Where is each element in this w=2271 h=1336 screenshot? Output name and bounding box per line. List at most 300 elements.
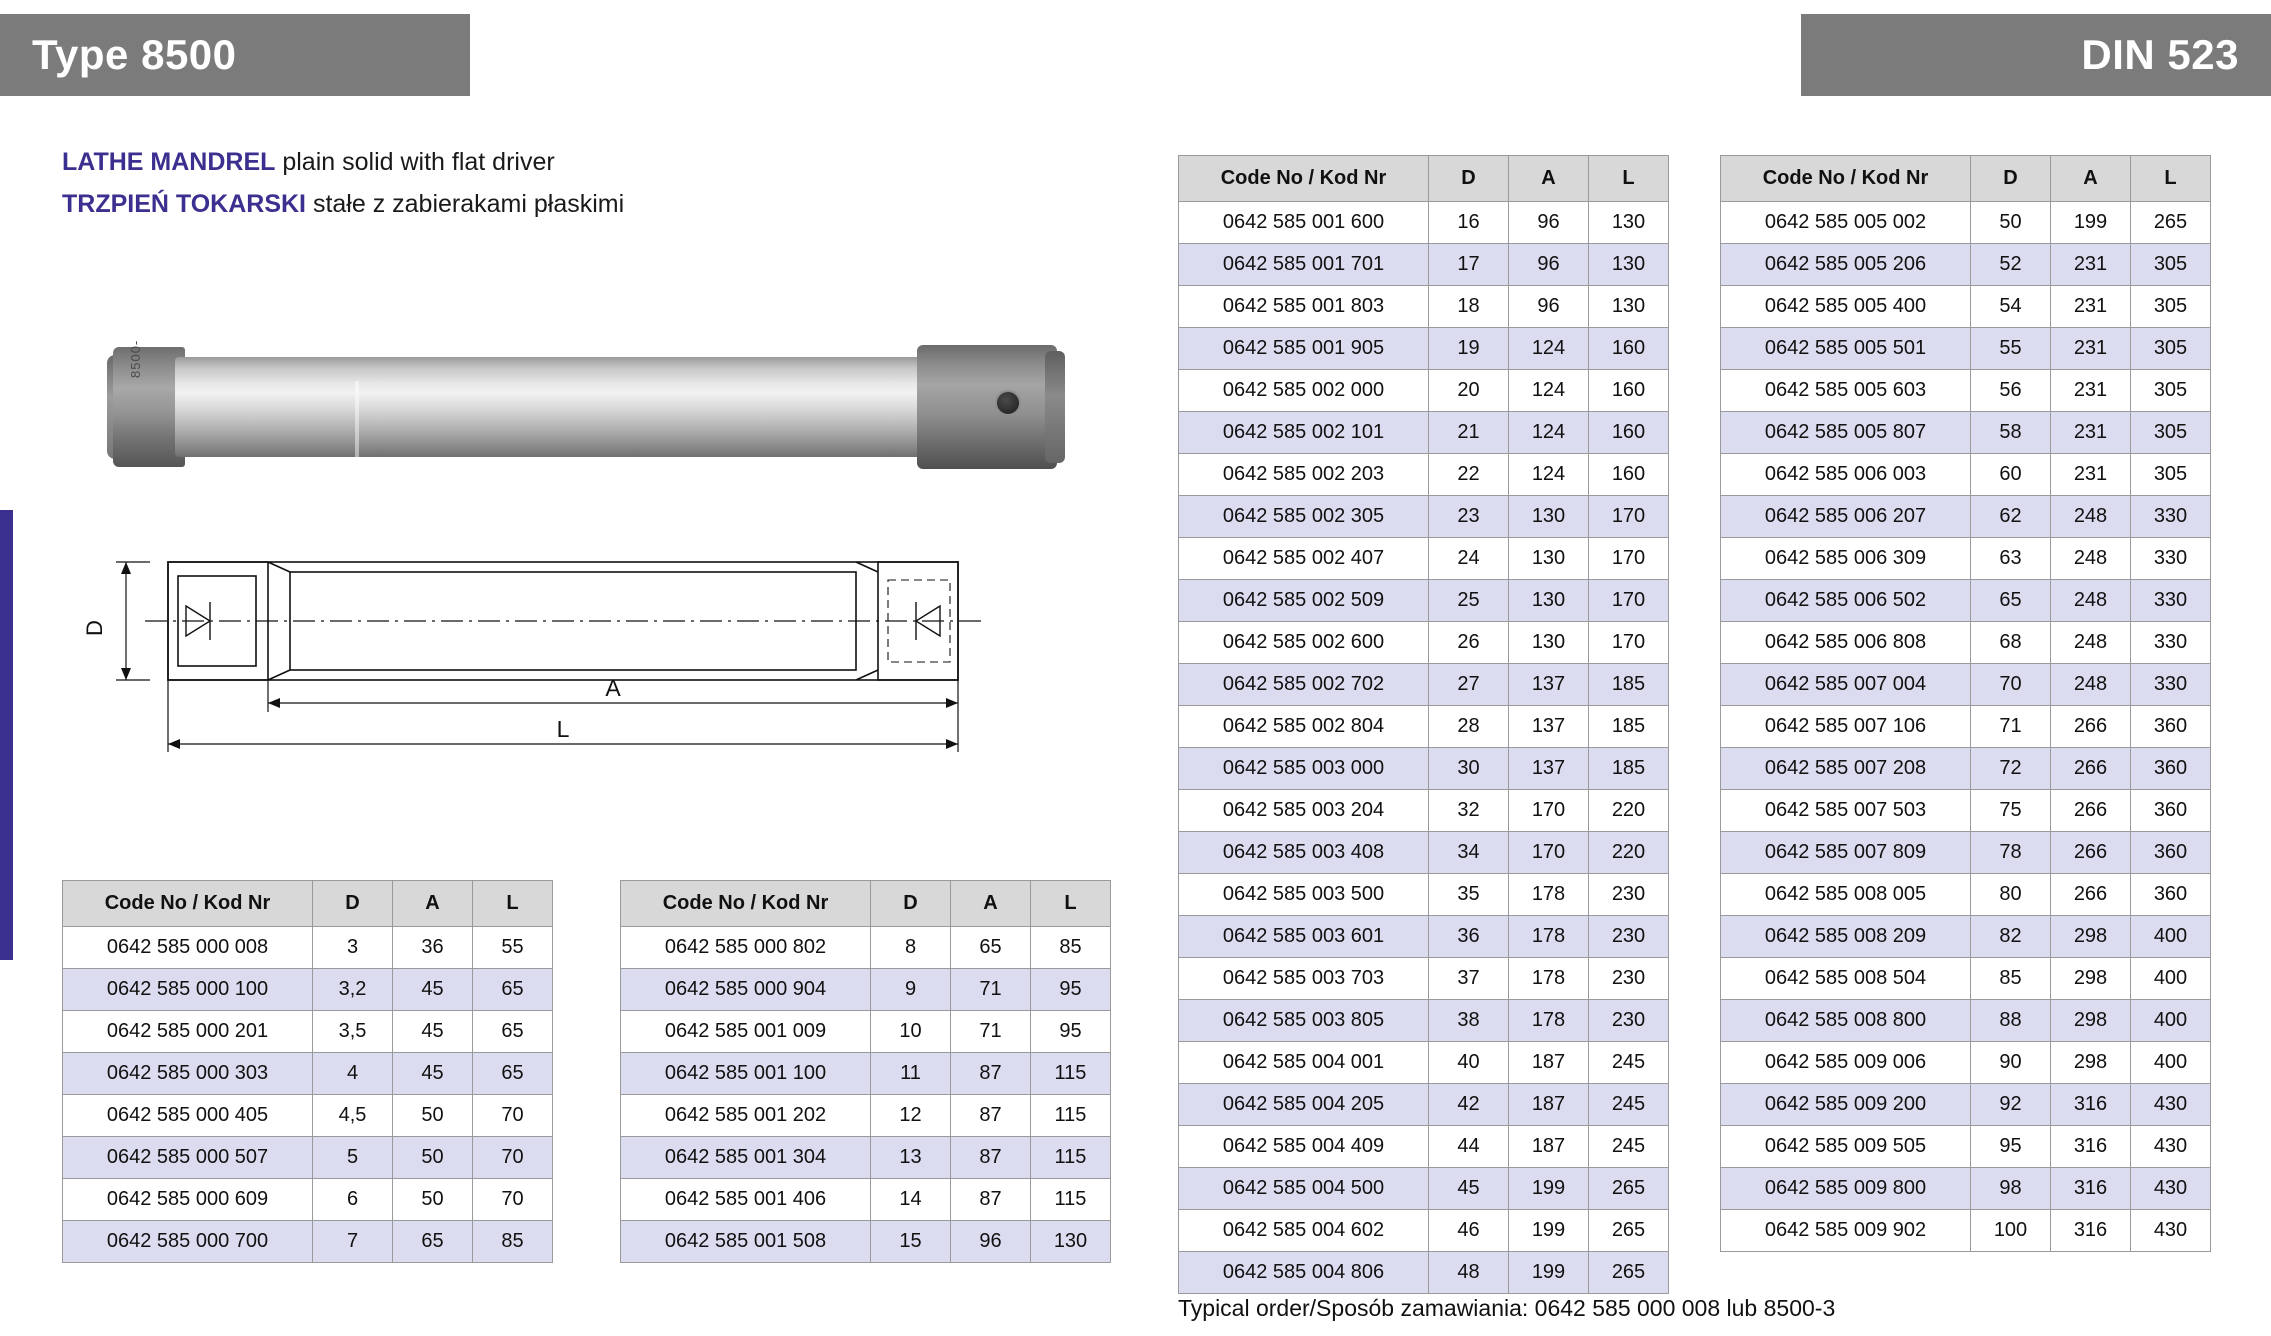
cell-l: 305	[2131, 244, 2211, 286]
cell-d: 70	[1971, 664, 2051, 706]
cell-a: 298	[2051, 958, 2131, 1000]
description-keyword-pl: TRZPIEŃ TOKARSKI	[62, 190, 306, 218]
table-row	[621, 927, 1111, 969]
table-row	[1179, 580, 1669, 622]
table-row	[1179, 1126, 1669, 1168]
cell-d: 42	[1429, 1084, 1509, 1126]
spec-table-middle-column	[1178, 155, 1669, 1294]
cell-code-no: 0642 585 001 009	[621, 1011, 871, 1053]
dimension-label-a: A	[605, 675, 621, 701]
cell-a: 96	[1509, 202, 1589, 244]
cell-code-no: 0642 585 007 503	[1721, 790, 1971, 832]
cell-l: 430	[2131, 1168, 2211, 1210]
cell-l: 330	[2131, 664, 2211, 706]
cell-a: 50	[393, 1095, 473, 1137]
technical-drawing	[50, 540, 1070, 770]
cell-a: 266	[2051, 790, 2131, 832]
cell-d: 13	[871, 1137, 951, 1179]
table-row	[1721, 622, 2211, 664]
table-header-row	[1179, 156, 1669, 202]
cell-code-no: 0642 585 000 700	[63, 1221, 313, 1263]
table-row	[1721, 412, 2211, 454]
cell-l: 55	[473, 927, 553, 969]
cell-l: 430	[2131, 1084, 2211, 1126]
column-header-d: D	[313, 881, 393, 927]
cell-l: 160	[1589, 328, 1669, 370]
cell-code-no: 0642 585 002 509	[1179, 580, 1429, 622]
table-row	[63, 1095, 553, 1137]
cell-d: 80	[1971, 874, 2051, 916]
cell-l: 115	[1031, 1095, 1111, 1137]
cell-a: 231	[2051, 244, 2131, 286]
spec-table-bottom-mid	[620, 880, 1111, 1263]
cell-l: 360	[2131, 832, 2211, 874]
cell-l: 245	[1589, 1084, 1669, 1126]
cell-a: 96	[1509, 286, 1589, 328]
table-row	[1179, 622, 1669, 664]
cell-d: 5	[313, 1137, 393, 1179]
column-header-l: L	[2131, 156, 2211, 202]
cell-l: 245	[1589, 1126, 1669, 1168]
table-row	[63, 1179, 553, 1221]
column-header-a: A	[2051, 156, 2131, 202]
cell-l: 305	[2131, 328, 2211, 370]
cell-l: 330	[2131, 622, 2211, 664]
cell-a: 130	[1509, 622, 1589, 664]
cell-a: 96	[951, 1221, 1031, 1263]
cell-l: 360	[2131, 748, 2211, 790]
cell-d: 3	[313, 927, 393, 969]
cell-code-no: 0642 585 000 100	[63, 969, 313, 1011]
cell-d: 63	[1971, 538, 2051, 580]
table-row	[63, 1221, 553, 1263]
cell-a: 178	[1509, 874, 1589, 916]
table-row	[1179, 916, 1669, 958]
header-bar-right	[1801, 14, 2271, 96]
table-row	[1179, 874, 1669, 916]
cell-a: 71	[951, 969, 1031, 1011]
table-row	[621, 1095, 1111, 1137]
column-header-code: Code No / Kod Nr	[1179, 156, 1429, 202]
cell-d: 72	[1971, 748, 2051, 790]
cell-a: 298	[2051, 1042, 2131, 1084]
cell-a: 248	[2051, 622, 2131, 664]
description-rest-pl: stałe z zabierakami płaskimi	[306, 190, 625, 218]
table-row	[1721, 706, 2211, 748]
column-header-d: D	[871, 881, 951, 927]
column-header-l: L	[1031, 881, 1111, 927]
cell-code-no: 0642 585 001 100	[621, 1053, 871, 1095]
cell-a: 231	[2051, 370, 2131, 412]
cell-a: 137	[1509, 748, 1589, 790]
cell-a: 187	[1509, 1042, 1589, 1084]
table-row	[1721, 1000, 2211, 1042]
cell-l: 115	[1031, 1179, 1111, 1221]
cell-l: 130	[1589, 202, 1669, 244]
cell-d: 25	[1429, 580, 1509, 622]
table-row	[1179, 706, 1669, 748]
cell-code-no: 0642 585 000 201	[63, 1011, 313, 1053]
table-row	[621, 969, 1111, 1011]
cell-code-no: 0642 585 003 500	[1179, 874, 1429, 916]
table-row	[63, 1011, 553, 1053]
table-row	[1179, 538, 1669, 580]
cell-l: 330	[2131, 580, 2211, 622]
table-row	[1179, 202, 1669, 244]
cell-d: 18	[1429, 286, 1509, 328]
cell-a: 248	[2051, 538, 2131, 580]
cell-d: 38	[1429, 1000, 1509, 1042]
cell-a: 178	[1509, 958, 1589, 1000]
cell-code-no: 0642 585 003 703	[1179, 958, 1429, 1000]
cell-a: 199	[1509, 1168, 1589, 1210]
cell-l: 220	[1589, 832, 1669, 874]
cell-d: 24	[1429, 538, 1509, 580]
cell-a: 170	[1509, 832, 1589, 874]
cell-d: 60	[1971, 454, 2051, 496]
table-row	[621, 1137, 1111, 1179]
cell-code-no: 0642 585 006 003	[1721, 454, 1971, 496]
cell-a: 178	[1509, 1000, 1589, 1042]
cell-d: 23	[1429, 496, 1509, 538]
cell-a: 316	[2051, 1210, 2131, 1252]
cell-a: 96	[1509, 244, 1589, 286]
cell-d: 8	[871, 927, 951, 969]
cell-l: 170	[1589, 580, 1669, 622]
cell-a: 266	[2051, 874, 2131, 916]
cell-a: 187	[1509, 1126, 1589, 1168]
cell-l: 70	[473, 1137, 553, 1179]
cell-a: 45	[393, 1053, 473, 1095]
cell-l: 245	[1589, 1042, 1669, 1084]
spec-table-right-column	[1720, 155, 2211, 1252]
cell-d: 28	[1429, 706, 1509, 748]
cell-l: 130	[1589, 244, 1669, 286]
column-header-code: Code No / Kod Nr	[1721, 156, 1971, 202]
table-row	[1721, 202, 2211, 244]
cell-l: 305	[2131, 454, 2211, 496]
cell-a: 124	[1509, 370, 1589, 412]
table-row	[1179, 412, 1669, 454]
cell-a: 248	[2051, 496, 2131, 538]
table-row	[1721, 328, 2211, 370]
cell-code-no: 0642 585 001 406	[621, 1179, 871, 1221]
cell-code-no: 0642 585 002 702	[1179, 664, 1429, 706]
cell-code-no: 0642 585 001 304	[621, 1137, 871, 1179]
cell-d: 4,5	[313, 1095, 393, 1137]
description-keyword-en: LATHE MANDREL	[62, 148, 276, 176]
cell-d: 9	[871, 969, 951, 1011]
table-row	[1721, 748, 2211, 790]
cell-d: 44	[1429, 1126, 1509, 1168]
cell-d: 36	[1429, 916, 1509, 958]
cell-l: 160	[1589, 412, 1669, 454]
table-row	[1179, 748, 1669, 790]
table-row	[63, 1137, 553, 1179]
cell-code-no: 0642 585 002 203	[1179, 454, 1429, 496]
cell-d: 90	[1971, 1042, 2051, 1084]
table-row	[1179, 790, 1669, 832]
table-row	[1179, 370, 1669, 412]
cell-code-no: 0642 585 008 005	[1721, 874, 1971, 916]
cell-l: 265	[1589, 1210, 1669, 1252]
cell-d: 3,2	[313, 969, 393, 1011]
cell-a: 71	[951, 1011, 1031, 1053]
cell-d: 46	[1429, 1210, 1509, 1252]
product-description	[62, 148, 1062, 232]
typical-order-note: Typical order/Sposób zamawiania: 0642 585 000 008 lub 8500-3	[1178, 1295, 1836, 1321]
cell-a: 137	[1509, 664, 1589, 706]
table-row	[1179, 958, 1669, 1000]
cell-code-no: 0642 585 009 800	[1721, 1168, 1971, 1210]
cell-a: 248	[2051, 664, 2131, 706]
table-row	[1721, 1168, 2211, 1210]
cell-code-no: 0642 585 002 804	[1179, 706, 1429, 748]
mandrel-right-cap	[1045, 351, 1065, 463]
cell-a: 130	[1509, 580, 1589, 622]
cell-code-no: 0642 585 009 006	[1721, 1042, 1971, 1084]
cell-d: 17	[1429, 244, 1509, 286]
column-header-a: A	[393, 881, 473, 927]
column-header-d: D	[1429, 156, 1509, 202]
cell-a: 231	[2051, 454, 2131, 496]
cell-a: 65	[951, 927, 1031, 969]
table-row	[1179, 244, 1669, 286]
cell-l: 95	[1031, 1011, 1111, 1053]
cell-d: 6	[313, 1179, 393, 1221]
table-row	[1721, 244, 2211, 286]
table-row	[1721, 1126, 2211, 1168]
cell-code-no: 0642 585 004 205	[1179, 1084, 1429, 1126]
cell-code-no: 0642 585 008 504	[1721, 958, 1971, 1000]
cell-code-no: 0642 585 004 001	[1179, 1042, 1429, 1084]
cell-d: 34	[1429, 832, 1509, 874]
cell-code-no: 0642 585 000 405	[63, 1095, 313, 1137]
cell-code-no: 0642 585 004 806	[1179, 1252, 1429, 1294]
cell-a: 45	[393, 969, 473, 1011]
cell-code-no: 0642 585 001 508	[621, 1221, 871, 1263]
table-row	[63, 927, 553, 969]
cell-d: 10	[871, 1011, 951, 1053]
cell-d: 45	[1429, 1168, 1509, 1210]
cell-l: 185	[1589, 748, 1669, 790]
cell-a: 266	[2051, 832, 2131, 874]
cell-d: 26	[1429, 622, 1509, 664]
cell-a: 199	[1509, 1210, 1589, 1252]
table-row	[1721, 496, 2211, 538]
cell-a: 50	[393, 1137, 473, 1179]
description-line-pl	[62, 190, 1062, 219]
column-header-code: Code No / Kod Nr	[63, 881, 313, 927]
column-header-a: A	[1509, 156, 1589, 202]
cell-code-no: 0642 585 005 206	[1721, 244, 1971, 286]
cell-l: 115	[1031, 1053, 1111, 1095]
cell-d: 71	[1971, 706, 2051, 748]
cell-a: 130	[1509, 496, 1589, 538]
cell-d: 56	[1971, 370, 2051, 412]
cell-code-no: 0642 585 003 601	[1179, 916, 1429, 958]
cell-d: 62	[1971, 496, 2051, 538]
page-title: Type 8500	[32, 31, 237, 78]
cell-d: 50	[1971, 202, 2051, 244]
cell-code-no: 0642 585 002 407	[1179, 538, 1429, 580]
cell-l: 115	[1031, 1137, 1111, 1179]
cell-l: 265	[1589, 1252, 1669, 1294]
table-row	[1721, 580, 2211, 622]
cell-d: 7	[313, 1221, 393, 1263]
cell-a: 170	[1509, 790, 1589, 832]
cell-code-no: 0642 585 003 204	[1179, 790, 1429, 832]
cell-a: 266	[2051, 748, 2131, 790]
spec-table-bottom-left	[62, 880, 553, 1263]
cell-a: 231	[2051, 286, 2131, 328]
cell-l: 430	[2131, 1126, 2211, 1168]
side-accent-tab	[0, 510, 13, 960]
cell-d: 58	[1971, 412, 2051, 454]
table-row	[1721, 370, 2211, 412]
cell-l: 400	[2131, 958, 2211, 1000]
cell-d: 27	[1429, 664, 1509, 706]
cell-d: 68	[1971, 622, 2051, 664]
cell-a: 137	[1509, 706, 1589, 748]
cell-a: 87	[951, 1137, 1031, 1179]
cell-code-no: 0642 585 003 805	[1179, 1000, 1429, 1042]
cell-a: 298	[2051, 916, 2131, 958]
cell-d: 92	[1971, 1084, 2051, 1126]
cell-d: 88	[1971, 1000, 2051, 1042]
cell-a: 36	[393, 927, 473, 969]
table-row	[1721, 832, 2211, 874]
table-row	[621, 1011, 1111, 1053]
cell-d: 15	[871, 1221, 951, 1263]
cell-d: 14	[871, 1179, 951, 1221]
table-row	[1179, 664, 1669, 706]
cell-code-no: 0642 585 007 809	[1721, 832, 1971, 874]
cell-a: 124	[1509, 454, 1589, 496]
cell-l: 265	[2131, 202, 2211, 244]
cell-l: 130	[1031, 1221, 1111, 1263]
drawing-svg	[50, 540, 1070, 770]
cell-code-no: 0642 585 005 400	[1721, 286, 1971, 328]
cell-code-no: 0642 585 000 303	[63, 1053, 313, 1095]
cell-code-no: 0642 585 000 802	[621, 927, 871, 969]
cell-l: 65	[473, 1011, 553, 1053]
cell-a: 316	[2051, 1168, 2131, 1210]
cell-l: 305	[2131, 412, 2211, 454]
cell-code-no: 0642 585 007 208	[1721, 748, 1971, 790]
cell-d: 22	[1429, 454, 1509, 496]
cell-d: 37	[1429, 958, 1509, 1000]
cell-a: 130	[1509, 538, 1589, 580]
cell-code-no: 0642 585 000 904	[621, 969, 871, 1011]
table-row	[1721, 790, 2211, 832]
table-row	[1179, 496, 1669, 538]
cell-l: 360	[2131, 874, 2211, 916]
standard-title: DIN 523	[2081, 31, 2239, 78]
table-row	[621, 1221, 1111, 1263]
header-bar-left	[0, 14, 470, 96]
column-header-d: D	[1971, 156, 2051, 202]
cell-l: 170	[1589, 496, 1669, 538]
table-header-row	[621, 881, 1111, 927]
cell-l: 185	[1589, 664, 1669, 706]
cell-l: 330	[2131, 538, 2211, 580]
description-rest-en: plain solid with flat driver	[275, 148, 555, 176]
cell-a: 178	[1509, 916, 1589, 958]
cell-a: 298	[2051, 1000, 2131, 1042]
cell-code-no: 0642 585 003 408	[1179, 832, 1429, 874]
cell-l: 220	[1589, 790, 1669, 832]
cell-a: 87	[951, 1053, 1031, 1095]
cell-code-no: 0642 585 002 101	[1179, 412, 1429, 454]
cell-code-no: 0642 585 009 200	[1721, 1084, 1971, 1126]
cell-d: 48	[1429, 1252, 1509, 1294]
cell-a: 248	[2051, 580, 2131, 622]
cell-a: 231	[2051, 328, 2131, 370]
cell-l: 170	[1589, 538, 1669, 580]
cell-code-no: 0642 585 004 409	[1179, 1126, 1429, 1168]
cell-a: 50	[393, 1179, 473, 1221]
cell-d: 65	[1971, 580, 2051, 622]
mandrel-shaft	[175, 357, 925, 457]
table-row	[1179, 454, 1669, 496]
table-row	[1721, 286, 2211, 328]
cell-code-no: 0642 585 001 202	[621, 1095, 871, 1137]
cell-l: 230	[1589, 874, 1669, 916]
cell-code-no: 0642 585 001 803	[1179, 286, 1429, 328]
cell-code-no: 0642 585 005 002	[1721, 202, 1971, 244]
cell-a: 316	[2051, 1084, 2131, 1126]
cell-a: 45	[393, 1011, 473, 1053]
cell-d: 98	[1971, 1168, 2051, 1210]
cell-code-no: 0642 585 004 602	[1179, 1210, 1429, 1252]
cell-l: 230	[1589, 1000, 1669, 1042]
table-row	[1721, 1210, 2211, 1252]
cell-code-no: 0642 585 001 701	[1179, 244, 1429, 286]
cell-a: 87	[951, 1095, 1031, 1137]
cell-a: 199	[1509, 1252, 1589, 1294]
cell-d: 32	[1429, 790, 1509, 832]
cell-d: 55	[1971, 328, 2051, 370]
cell-code-no: 0642 585 000 507	[63, 1137, 313, 1179]
cell-l: 85	[473, 1221, 553, 1263]
cell-code-no: 0642 585 006 808	[1721, 622, 1971, 664]
table-row	[1179, 832, 1669, 874]
cell-d: 100	[1971, 1210, 2051, 1252]
cell-code-no: 0642 585 000 609	[63, 1179, 313, 1221]
cell-code-no: 0642 585 005 501	[1721, 328, 1971, 370]
table-row	[1179, 1210, 1669, 1252]
cell-l: 305	[2131, 370, 2211, 412]
cell-l: 330	[2131, 496, 2211, 538]
table-row	[1721, 454, 2211, 496]
cell-code-no: 0642 585 002 000	[1179, 370, 1429, 412]
column-header-l: L	[1589, 156, 1669, 202]
cell-a: 87	[951, 1179, 1031, 1221]
cell-l: 265	[1589, 1168, 1669, 1210]
cell-a: 199	[2051, 202, 2131, 244]
table-row	[1179, 1168, 1669, 1210]
center-hole-icon	[995, 390, 1021, 416]
cell-l: 160	[1589, 454, 1669, 496]
cell-d: 30	[1429, 748, 1509, 790]
cell-code-no: 0642 585 000 008	[63, 927, 313, 969]
table-row	[1721, 916, 2211, 958]
mandrel-right-head	[917, 345, 1057, 469]
cell-a: 231	[2051, 412, 2131, 454]
table-row	[1179, 1042, 1669, 1084]
cell-l: 185	[1589, 706, 1669, 748]
